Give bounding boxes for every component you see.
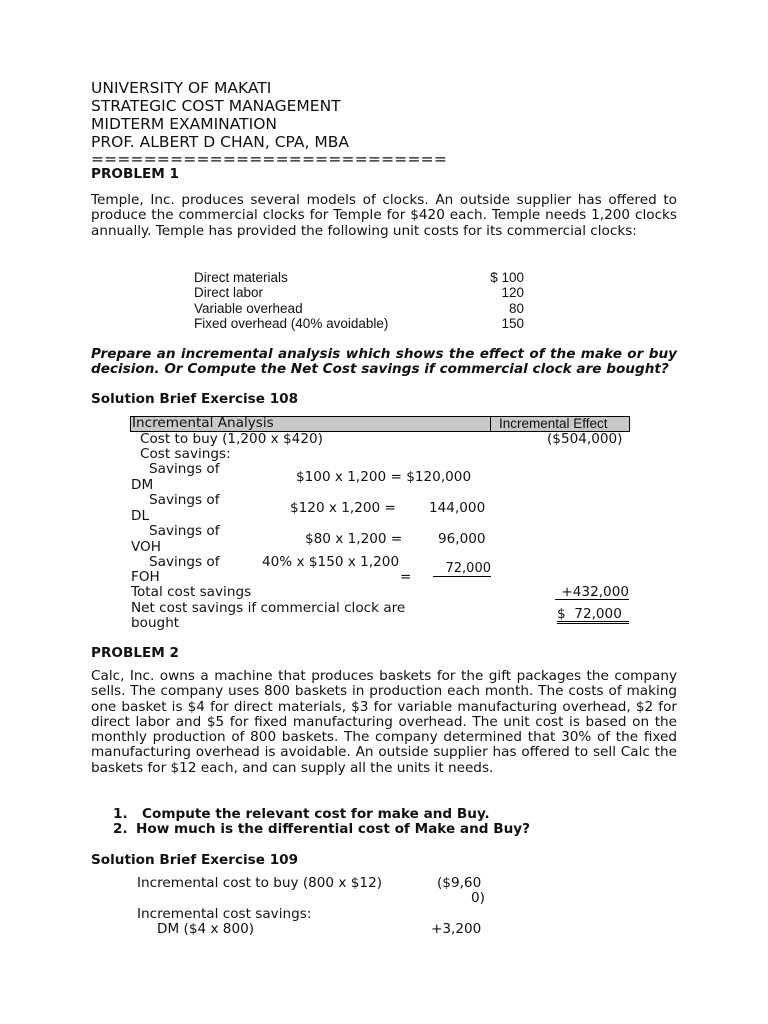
savings-dm-line2: DM [131, 477, 154, 493]
header-professor: PROF. ALBERT D CHAN, CPA, MBA [91, 133, 349, 151]
unit-cost-label: Direct labor [194, 285, 264, 301]
unit-cost-row [194, 270, 524, 285]
solution109-title: Solution Brief Exercise 109 [91, 852, 299, 868]
unit-cost-row [194, 285, 524, 300]
incremental-cost-savings-label: Incremental cost savings: [137, 906, 312, 922]
unit-cost-row [194, 301, 524, 316]
incremental-cost-to-buy-value-line1: ($9,60 [437, 875, 482, 891]
savings-foh-calc1: 40% x $150 x 1,200 [262, 554, 400, 570]
incremental-cost-to-buy-label: Incremental cost to buy (800 x $12) [137, 875, 383, 891]
savings-voh-line1: Savings of [149, 523, 220, 539]
unit-cost-value: 150 [501, 315, 524, 331]
problem2-title: PROBLEM 2 [91, 645, 180, 661]
unit-costs-table [194, 270, 524, 331]
dm-savings-label: DM ($4 x 800) [157, 921, 255, 937]
total-cost-savings-value: +432,000 [555, 585, 629, 600]
header-course: STRATEGIC COST MANAGEMENT [91, 97, 341, 115]
problem1-question: Prepare an incremental analysis which shows the effect of the make or buy decision. Or Compute the Net Cost savings if commercial clock are bought? [91, 346, 677, 378]
total-cost-savings-label: Total cost savings [131, 584, 252, 600]
unit-cost-value: 120 [501, 285, 524, 301]
net-savings-label-line2: bought [131, 615, 180, 631]
problem1-paragraph: Temple, Inc. produces several models of clocks. An outside supplier has offered to produce the commercial clocks for Temple for $420 each. Temple needs 1,200 clocks annually. Temple has provided the following unit costs for its commercial clocks: [91, 192, 677, 239]
savings-dl-amount: 144,000 [429, 500, 486, 516]
dm-savings-value: +3,200 [431, 921, 482, 937]
savings-dl-line1: Savings of [149, 492, 220, 508]
savings-voh-calc: $80 x 1,200 = [305, 531, 403, 547]
header-rule: =========================== [91, 150, 448, 168]
savings-foh-calc2: = [400, 569, 412, 585]
problem2-paragraph: Calc, Inc. owns a machine that produces baskets for the gift packages the company sells. The company uses 800 baskets in production each month. The costs of making one basket is $4 for direct materials, $3 for variable manufacturing overhead, $2 for direct labor and $5 for fixed manufacturing overhead. The unit cost is based on the monthly production of 800 baskets. The company determined that 30% of the fixed manufacturing overhead is avoidable. An outside supplier has offered to sell Calc the baskets for $12 each, and can supply all the units it needs. [91, 668, 677, 776]
question2-text: How much is the differential cost of Make and Buy? [136, 821, 531, 837]
unit-cost-label: Direct materials [194, 270, 288, 285]
cost-savings-label: Cost savings: [140, 446, 231, 462]
savings-dm-calc: $100 x 1,200 = $120,000 [296, 469, 472, 485]
header-exam: MIDTERM EXAMINATION [91, 115, 277, 133]
unit-cost-value: $ 100 [490, 270, 524, 285]
savings-foh-line2: FOH [131, 569, 160, 585]
cost-to-buy-value: ($504,000) [547, 431, 623, 447]
problem1-title: PROBLEM 1 [91, 166, 180, 182]
question1-text: Compute the relevant cost for make and Buy. [142, 806, 490, 822]
savings-foh-amount: 72,000 [433, 562, 491, 577]
cost-to-buy-label: Cost to buy (1,200 x $420) [140, 431, 323, 447]
analysis-col2-header: Incremental Effect [499, 416, 608, 431]
unit-cost-row [194, 316, 524, 331]
net-savings-label-line1: Net cost savings if commercial clock are [131, 600, 406, 616]
savings-foh-line1: Savings of [149, 554, 220, 570]
unit-cost-label: Variable overhead [194, 300, 303, 316]
unit-cost-value: 80 [508, 300, 524, 316]
net-savings-value: $ 72,000 [557, 607, 629, 624]
savings-voh-line2: VOH [131, 539, 161, 555]
header-university: UNIVERSITY OF MAKATI [91, 79, 272, 97]
analysis-col1-header: Incremental Analysis [132, 415, 274, 431]
solution108-title: Solution Brief Exercise 108 [91, 391, 299, 407]
savings-voh-amount: 96,000 [438, 531, 486, 547]
unit-cost-label: Fixed overhead (40% avoidable) [194, 315, 389, 331]
incremental-cost-to-buy-value-line2: 0) [471, 890, 485, 906]
savings-dl-calc: $120 x 1,200 = [290, 500, 396, 516]
savings-dl-line2: DL [131, 508, 150, 524]
analysis-header-divider [490, 416, 491, 432]
savings-dm-line1: Savings of [149, 461, 220, 477]
question1-number: 1. [113, 806, 128, 822]
question2-number: 2. [113, 821, 128, 837]
